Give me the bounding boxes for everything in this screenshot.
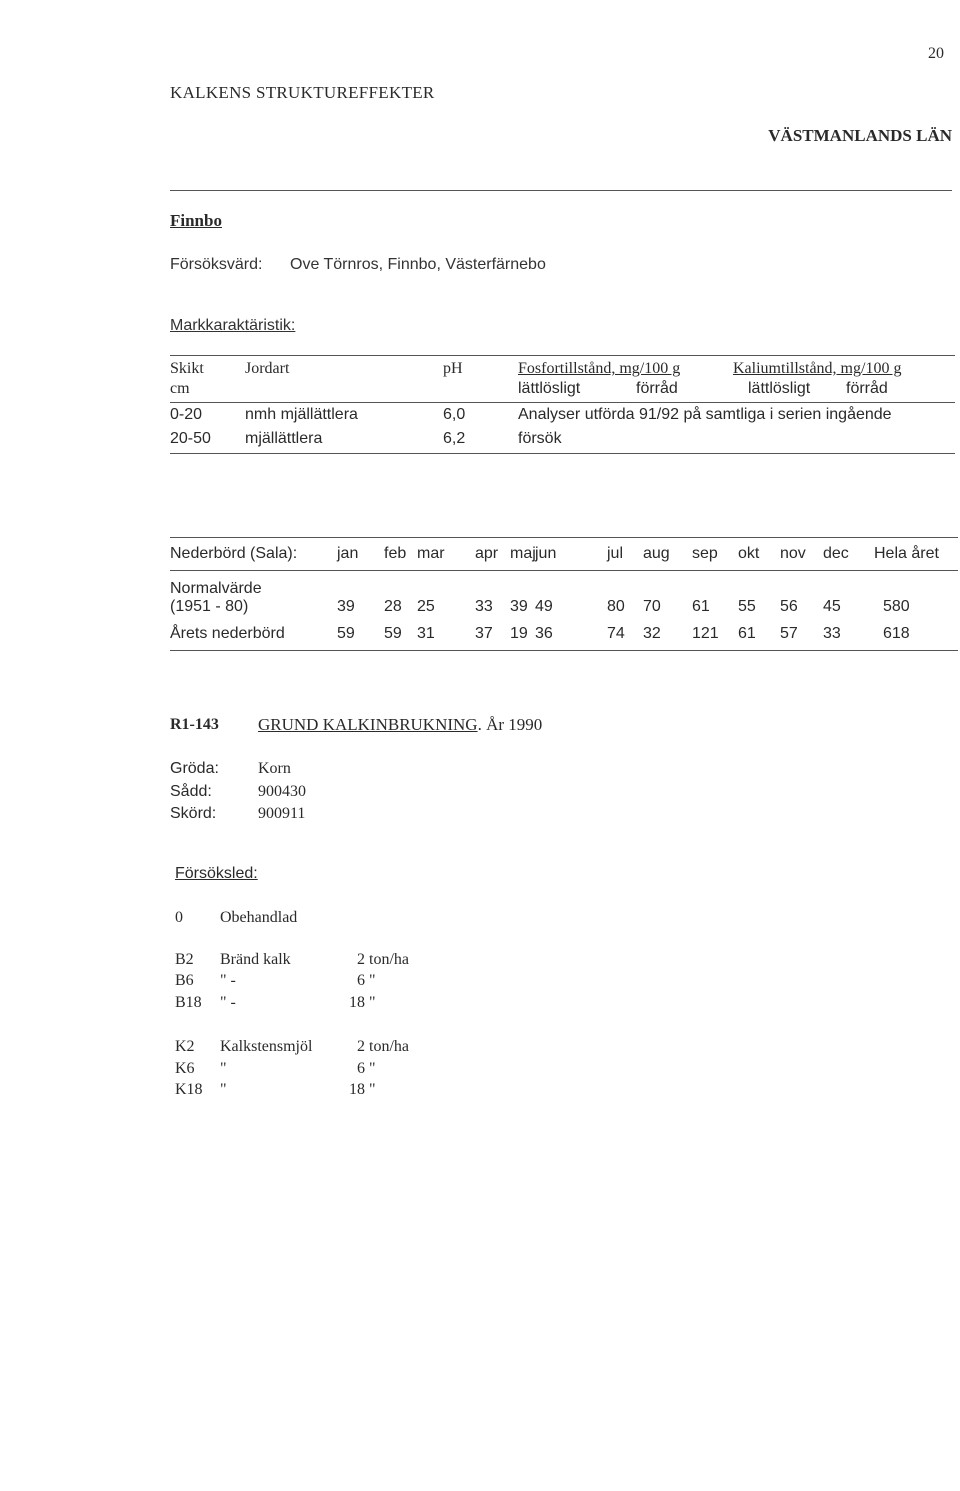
crop-value: Korn	[258, 760, 291, 777]
soil-row-type: mjällättlera	[245, 430, 323, 447]
year-value-jun: 36	[535, 625, 553, 642]
soil-sub-forrad-k: förråd	[846, 380, 888, 397]
normal-value-maj: 39	[510, 598, 528, 615]
host-label: Försöksvärd:	[170, 256, 263, 273]
treatment-name: Obehandlad	[220, 909, 298, 926]
normal-value-jun: 49	[535, 598, 553, 615]
treatment-code: B18	[175, 994, 202, 1011]
year-value-maj: 19	[510, 625, 528, 642]
experiment-year: . År 1990	[477, 715, 543, 734]
treatment-amount: 6 "	[357, 1060, 376, 1077]
treatment-amount: 6 "	[357, 972, 376, 989]
treatment-code: 0	[175, 909, 183, 926]
precip-total-header: Hela året	[874, 545, 939, 562]
year-value-nov: 57	[780, 625, 798, 642]
precip-bottom-rule	[170, 650, 958, 651]
month-header-maj: maj	[510, 545, 536, 562]
month-header-mar: mar	[417, 545, 445, 562]
treatment-amount: 18 "	[349, 1081, 376, 1098]
normal-value-aug: 70	[643, 598, 661, 615]
precip-year-label: Årets nederbörd	[170, 625, 285, 642]
normal-value-okt: 55	[738, 598, 756, 615]
treatment-amount: 2 ton/ha	[357, 1038, 409, 1055]
soil-table-bottom-rule	[170, 453, 955, 454]
harvest-label: Skörd:	[170, 805, 217, 822]
normal-value-mar: 25	[417, 598, 435, 615]
month-header-sep: sep	[692, 545, 718, 562]
month-header-aug: aug	[643, 545, 670, 562]
soil-header-cm: cm	[170, 380, 190, 397]
treatment-amount: 18 "	[349, 994, 376, 1011]
page-number: 20	[928, 45, 944, 62]
soil-header-kalium: Kaliumtillstånd, mg/100 g	[733, 360, 902, 377]
soil-header-skikt: Skikt	[170, 360, 204, 377]
header-divider	[170, 190, 952, 191]
precip-header-rule	[170, 570, 958, 571]
soil-note-line2: försök	[518, 430, 562, 447]
precip-normal-label: Normalvärde	[170, 580, 262, 597]
year-value-jul: 74	[607, 625, 625, 642]
normal-value-sep: 61	[692, 598, 710, 615]
soil-sub-lattlosligt-k: lättlösligt	[748, 380, 811, 397]
precip-normal-total: 580	[883, 598, 910, 615]
treatment-amount: 2 ton/ha	[357, 951, 409, 968]
year-value-dec: 33	[823, 625, 841, 642]
month-header-okt: okt	[738, 545, 760, 562]
soil-sub-forrad-p: förråd	[636, 380, 678, 397]
experiment-code: R1-143	[170, 716, 219, 733]
precip-top-rule	[170, 537, 958, 538]
treatments-title: Försöksled:	[175, 865, 258, 882]
soil-sub-lattlosligt-p: lättlösligt	[518, 380, 581, 397]
county-title: VÄSTMANLANDS LÄN	[768, 126, 952, 145]
month-header-jan: jan	[337, 545, 359, 562]
month-header-feb: feb	[384, 545, 407, 562]
treatment-name: " -	[220, 994, 236, 1011]
year-value-sep: 121	[692, 625, 719, 642]
year-value-feb: 59	[384, 625, 402, 642]
soil-row-ph: 6,2	[443, 430, 466, 447]
soil-header-fosfor: Fosfortillstånd, mg/100 g	[518, 360, 681, 377]
normal-value-apr: 33	[475, 598, 493, 615]
sown-value: 900430	[258, 783, 306, 800]
experiment-heading	[258, 715, 542, 735]
normal-value-dec: 45	[823, 598, 841, 615]
soil-section-title: Markkaraktäristik:	[170, 317, 296, 334]
month-header-apr: apr	[475, 545, 499, 562]
soil-header-ph: pH	[443, 360, 463, 377]
normal-value-jul: 80	[607, 598, 625, 615]
month-header-jun: jun	[535, 545, 557, 562]
host-value: Ove Törnros, Finnbo, Västerfärnebo	[290, 256, 546, 273]
treatment-code: B6	[175, 972, 194, 989]
treatment-name: Kalkstensmjöl	[220, 1038, 313, 1055]
treatment-name: Bränd kalk	[220, 951, 291, 968]
soil-row-depth: 20-50	[170, 430, 211, 447]
soil-row-type: nmh mjällättlera	[245, 406, 358, 423]
year-value-mar: 31	[417, 625, 435, 642]
month-header-jul: jul	[607, 545, 624, 562]
harvest-value: 900911	[258, 805, 306, 822]
year-value-okt: 61	[738, 625, 756, 642]
treatment-code: B2	[175, 951, 194, 968]
soil-header-jordart: Jordart	[245, 360, 290, 377]
treatment-code: K6	[175, 1060, 195, 1077]
year-value-apr: 37	[475, 625, 493, 642]
treatment-code: K2	[175, 1038, 195, 1055]
site-name: Finnbo	[170, 211, 222, 230]
soil-note-line1: Analyser utförda 91/92 på samtliga i serien ingående	[518, 406, 892, 423]
normal-value-jan: 39	[337, 598, 355, 615]
precip-label: Nederbörd (Sala):	[170, 545, 298, 562]
soil-row-ph: 6,0	[443, 406, 466, 423]
document-title: KALKENS STRUKTUREFFEKTER	[170, 83, 435, 102]
normal-value-feb: 28	[384, 598, 402, 615]
precip-normal-period: (1951 - 80)	[170, 598, 249, 615]
year-value-jan: 59	[337, 625, 355, 642]
sown-label: Sådd:	[170, 783, 212, 800]
soil-table-top-rule	[170, 355, 955, 356]
experiment-title: GRUND KALKINBRUKNING	[258, 715, 478, 734]
treatment-name: "	[220, 1060, 227, 1077]
treatment-name: "	[220, 1081, 227, 1098]
year-value-aug: 32	[643, 625, 661, 642]
normal-value-nov: 56	[780, 598, 798, 615]
month-header-dec: dec	[823, 545, 849, 562]
soil-header-rule	[170, 402, 955, 403]
treatment-name: " -	[220, 972, 236, 989]
treatment-code: K18	[175, 1081, 203, 1098]
month-header-nov: nov	[780, 545, 806, 562]
soil-row-depth: 0-20	[170, 406, 203, 423]
precip-year-total: 618	[883, 625, 910, 642]
crop-label: Gröda:	[170, 760, 219, 777]
